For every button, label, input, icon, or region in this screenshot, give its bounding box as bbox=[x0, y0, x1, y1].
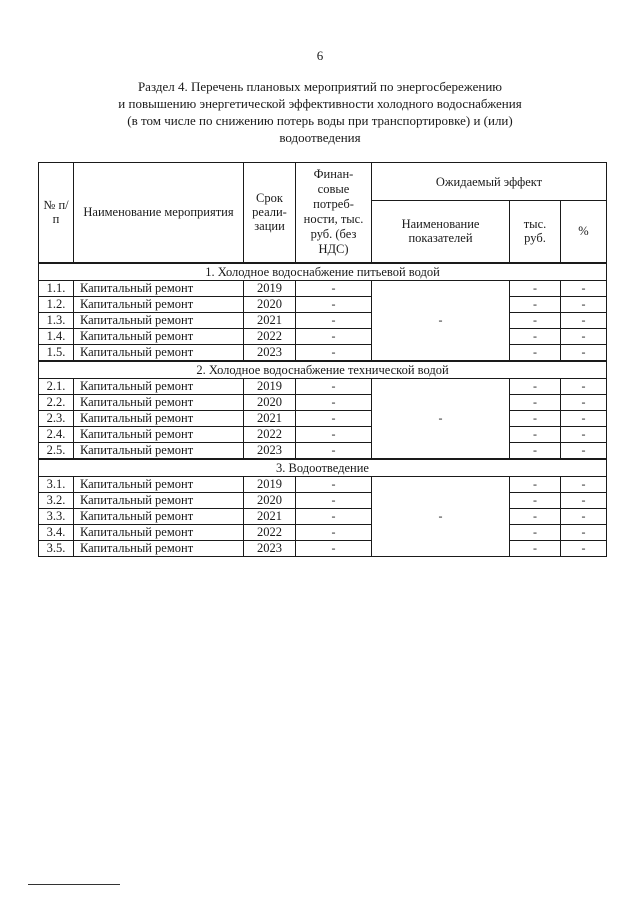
table-row bbox=[39, 328, 607, 344]
table-row bbox=[39, 280, 607, 296]
row-number: 3.1. bbox=[39, 476, 74, 492]
header-percent: % bbox=[561, 201, 607, 263]
row-number: 1.4. bbox=[39, 328, 74, 344]
measure-name: Капитальный ремонт bbox=[74, 426, 244, 442]
measure-name: Капитальный ремонт bbox=[74, 508, 244, 524]
finance-value: - bbox=[296, 378, 372, 394]
table-row bbox=[39, 492, 607, 508]
effect-thousand-rub: - bbox=[510, 426, 561, 442]
row-number: 2.5. bbox=[39, 442, 74, 459]
effect-thousand-rub: - bbox=[510, 508, 561, 524]
section-heading bbox=[70, 78, 570, 146]
term-year: 2020 bbox=[244, 492, 296, 508]
table-row bbox=[39, 378, 607, 394]
finance-value: - bbox=[296, 442, 372, 459]
effect-percent: - bbox=[561, 442, 607, 459]
section-title: 3. Водоотведение bbox=[39, 459, 607, 477]
effect-percent: - bbox=[561, 508, 607, 524]
term-year: 2023 bbox=[244, 344, 296, 361]
indicator-value: - bbox=[372, 476, 510, 556]
effect-percent: - bbox=[561, 378, 607, 394]
row-number: 2.2. bbox=[39, 394, 74, 410]
effect-percent: - bbox=[561, 540, 607, 556]
measure-name: Капитальный ремонт bbox=[74, 344, 244, 361]
heading-line: Раздел 4. Перечень плановых мероприятий по энергосбережению bbox=[137, 79, 503, 94]
row-number: 1.2. bbox=[39, 296, 74, 312]
effect-percent: - bbox=[561, 344, 607, 361]
term-year: 2023 bbox=[244, 442, 296, 459]
term-year: 2019 bbox=[244, 280, 296, 296]
heading-line: водоотведения bbox=[279, 130, 361, 145]
footnote-divider bbox=[28, 884, 120, 885]
measure-name: Капитальный ремонт bbox=[74, 476, 244, 492]
measure-name: Капитальный ремонт bbox=[74, 312, 244, 328]
finance-value: - bbox=[296, 296, 372, 312]
finance-value: - bbox=[296, 280, 372, 296]
finance-value: - bbox=[296, 312, 372, 328]
measure-name: Капитальный ремонт bbox=[74, 378, 244, 394]
term-year: 2023 bbox=[244, 540, 296, 556]
header-indicators: Наименование показателей bbox=[372, 201, 510, 263]
table-row bbox=[39, 296, 607, 312]
term-year: 2020 bbox=[244, 394, 296, 410]
row-number: 2.4. bbox=[39, 426, 74, 442]
table-row bbox=[39, 410, 607, 426]
finance-value: - bbox=[296, 426, 372, 442]
section-row bbox=[39, 361, 607, 379]
effect-thousand-rub: - bbox=[510, 378, 561, 394]
row-number: 3.2. bbox=[39, 492, 74, 508]
table-row bbox=[39, 426, 607, 442]
section-row bbox=[39, 263, 607, 281]
header-expected-effect: Ожидаемый эффект bbox=[372, 163, 607, 201]
heading-line: и повышению энергетической эффективности холодного водоснабжения bbox=[118, 96, 522, 111]
row-number: 1.5. bbox=[39, 344, 74, 361]
header-thousand-rub: тыс. руб. bbox=[510, 201, 561, 263]
effect-thousand-rub: - bbox=[510, 344, 561, 361]
table-row bbox=[39, 540, 607, 556]
header-finance: Финан-совые потреб-ности, тыс. руб. (без НДС) bbox=[296, 163, 372, 263]
finance-value: - bbox=[296, 344, 372, 361]
term-year: 2022 bbox=[244, 524, 296, 540]
measure-name: Капитальный ремонт bbox=[74, 296, 244, 312]
term-year: 2021 bbox=[244, 410, 296, 426]
measure-name: Капитальный ремонт bbox=[74, 442, 244, 459]
effect-percent: - bbox=[561, 492, 607, 508]
table-row bbox=[39, 476, 607, 492]
effect-percent: - bbox=[561, 280, 607, 296]
finance-value: - bbox=[296, 540, 372, 556]
row-number: 2.1. bbox=[39, 378, 74, 394]
effect-thousand-rub: - bbox=[510, 394, 561, 410]
section-title: 2. Холодное водоснабжение технической водой bbox=[39, 361, 607, 379]
finance-value: - bbox=[296, 492, 372, 508]
measure-name: Капитальный ремонт bbox=[74, 328, 244, 344]
table-row bbox=[39, 394, 607, 410]
effect-percent: - bbox=[561, 524, 607, 540]
term-year: 2022 bbox=[244, 328, 296, 344]
effect-percent: - bbox=[561, 426, 607, 442]
header-name: Наименование мероприятия bbox=[74, 163, 244, 263]
row-number: 1.1. bbox=[39, 280, 74, 296]
row-number: 1.3. bbox=[39, 312, 74, 328]
measure-name: Капитальный ремонт bbox=[74, 492, 244, 508]
indicator-value: - bbox=[372, 280, 510, 361]
effect-thousand-rub: - bbox=[510, 442, 561, 459]
header-num: № п/п bbox=[39, 163, 74, 263]
finance-value: - bbox=[296, 394, 372, 410]
effect-thousand-rub: - bbox=[510, 410, 561, 426]
measure-name: Капитальный ремонт bbox=[74, 394, 244, 410]
table-row bbox=[39, 524, 607, 540]
effect-percent: - bbox=[561, 328, 607, 344]
heading-line: (в том числе по снижению потерь воды при транспортировке) и (или) bbox=[127, 113, 513, 128]
table-row bbox=[39, 442, 607, 459]
effect-percent: - bbox=[561, 312, 607, 328]
page-number: 6 bbox=[316, 48, 324, 63]
term-year: 2022 bbox=[244, 426, 296, 442]
finance-value: - bbox=[296, 524, 372, 540]
measure-name: Капитальный ремонт bbox=[74, 410, 244, 426]
finance-value: - bbox=[296, 476, 372, 492]
row-number: 3.4. bbox=[39, 524, 74, 540]
term-year: 2020 bbox=[244, 296, 296, 312]
measure-name: Капитальный ремонт bbox=[74, 280, 244, 296]
table-row bbox=[39, 344, 607, 361]
finance-value: - bbox=[296, 328, 372, 344]
header-term: Срок реали-зации bbox=[244, 163, 296, 263]
effect-thousand-rub: - bbox=[510, 476, 561, 492]
effect-thousand-rub: - bbox=[510, 312, 561, 328]
term-year: 2021 bbox=[244, 508, 296, 524]
measure-name: Капитальный ремонт bbox=[74, 540, 244, 556]
effect-thousand-rub: - bbox=[510, 280, 561, 296]
term-year: 2021 bbox=[244, 312, 296, 328]
section-title: 1. Холодное водоснабжение питьевой водой bbox=[39, 263, 607, 281]
measure-name: Капитальный ремонт bbox=[74, 524, 244, 540]
row-number: 3.3. bbox=[39, 508, 74, 524]
term-year: 2019 bbox=[244, 378, 296, 394]
effect-thousand-rub: - bbox=[510, 328, 561, 344]
table-row bbox=[39, 312, 607, 328]
finance-value: - bbox=[296, 508, 372, 524]
effect-thousand-rub: - bbox=[510, 296, 561, 312]
effect-percent: - bbox=[561, 410, 607, 426]
indicator-value: - bbox=[372, 378, 510, 459]
effect-percent: - bbox=[561, 296, 607, 312]
effect-percent: - bbox=[561, 476, 607, 492]
effect-thousand-rub: - bbox=[510, 540, 561, 556]
effect-thousand-rub: - bbox=[510, 492, 561, 508]
section-row bbox=[39, 459, 607, 477]
finance-value: - bbox=[296, 410, 372, 426]
row-number: 2.3. bbox=[39, 410, 74, 426]
row-number: 3.5. bbox=[39, 540, 74, 556]
effect-thousand-rub: - bbox=[510, 524, 561, 540]
effect-percent: - bbox=[561, 394, 607, 410]
measures-table bbox=[38, 162, 607, 557]
term-year: 2019 bbox=[244, 476, 296, 492]
table-row bbox=[39, 508, 607, 524]
